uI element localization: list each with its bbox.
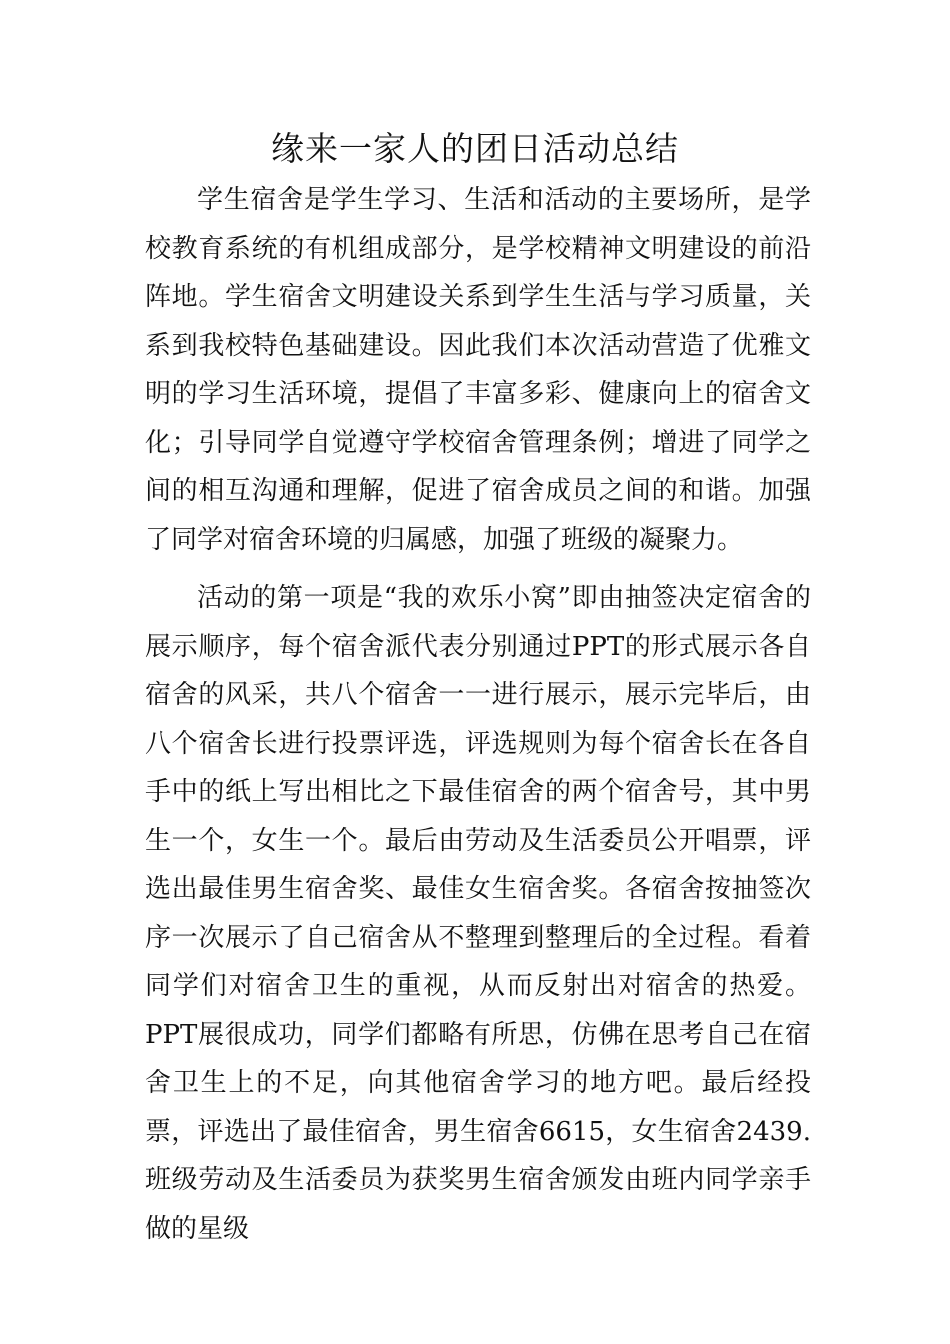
paragraph-1: 学生宿舍是学生学习、生活和活动的主要场所，是学校教育系统的有机组成部分，是学校精神文明建设的前沿阵地。学生宿舍文明建设关系到学生生活与学习质量，关系到我校特色基础建设。因此我们本次活动营造了优雅文明的学习生活环境，提倡了丰富多彩、健康向上的宿舍文化；引导同学自觉遵守学校宿舍管理条例；增进了同学之间的相互沟通和理解，促进了宿舍成员之间的和谐。加强了同学对宿舍环境的归属感，加强了班级的凝聚力。: [145, 185, 811, 555]
document-title: 缘来一家人的团日活动总结: [271, 129, 679, 168]
paragraph-2: 活动的第一项是“我的欢乐小窝”即由抽签决定宿舍的展示顺序，每个宿舍派代表分别通过PPT的形式展示各自宿舍的风采，共八个宿舍一一进行展示，展示完毕后，由八个宿舍长进行投票评选，评选规则为每个宿舍长在各自手中的纸上写出相比之下最佳宿舍的两个宿舍号，其中男生一个，女生一个。最后由劳动及生活委员公开唱票，评选出最佳男生宿舍奖、最佳女生宿舍奖。各宿舍按抽签次序一次展示了自己宿舍从不整理到整理后的全过程。看着同学们对宿舍卫生的重视，从而反射出对宿舍的热爱。PPT展很成功，同学们都略有所思，仿佛在思考自己在宿舍卫生上的不足，向其他宿舍学习的地方吧。最后经投票，评选出了最佳宿舍，男生宿舍6615，女生宿舍2439.班级劳动及生活委员为获奖男生宿舍颁发由班内同学亲手做的星级: [145, 583, 811, 1244]
document-body: [145, 176, 811, 1253]
